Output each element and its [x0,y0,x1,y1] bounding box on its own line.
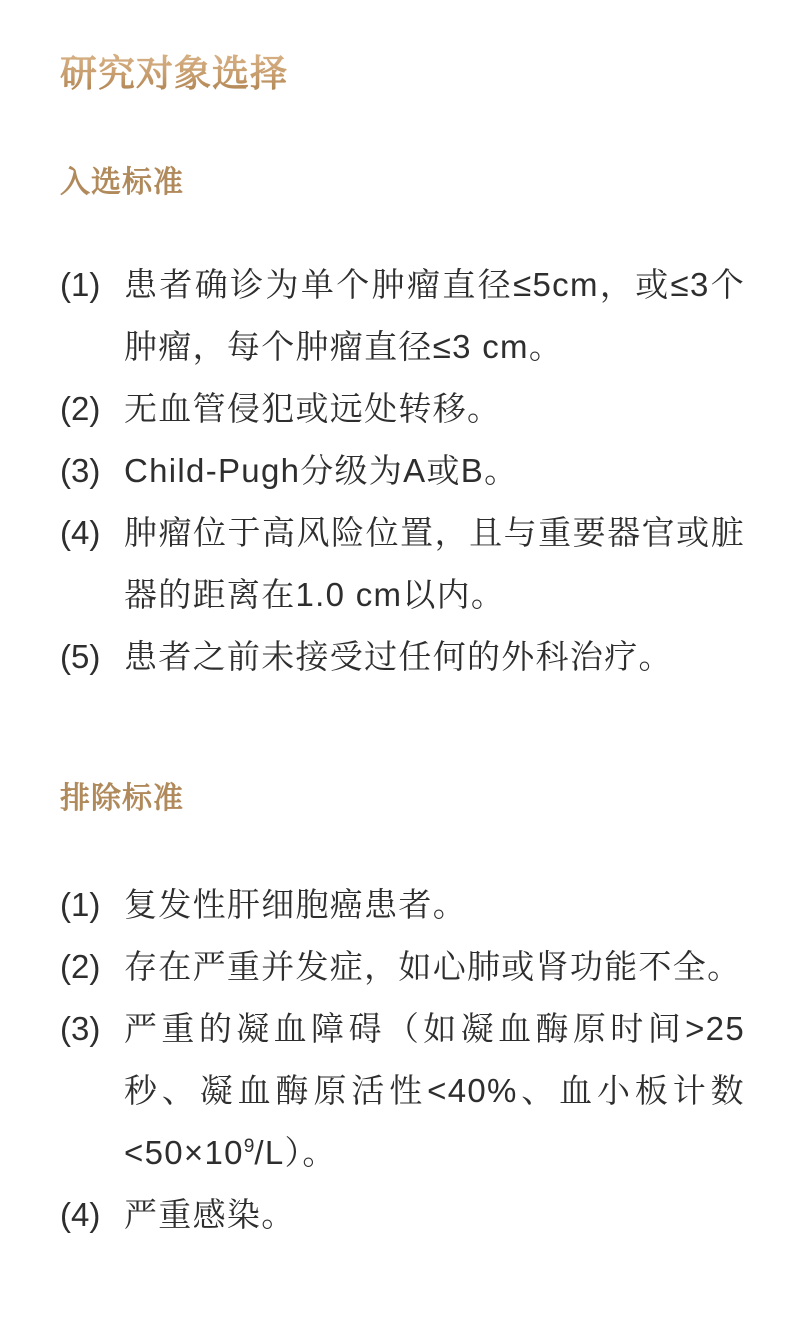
superscript-exponent: 9 [243,1136,255,1157]
list-item [60,440,745,502]
text-before-superscript: 严重的凝血障碍（如凝血酶原时间>25秒、凝血酶原活性<40%、血小板计数<50×10 [124,1010,745,1171]
list-item-number: (2) [60,390,101,427]
section-inclusion-criteria [60,164,745,688]
list-item [60,998,745,1184]
list-item [60,874,745,936]
section-exclusion-criteria [60,780,745,1246]
list-item [60,626,745,688]
list-item-number: (4) [60,1196,101,1233]
exclusion-criteria-heading: 排除标准 [60,782,184,815]
list-item-text: 无血管侵犯或远处转移。 [124,390,502,427]
list-item-number: (1) [60,266,101,303]
inclusion-criteria-heading: 入选标准 [60,166,184,199]
list-item-text: 存在严重并发症，如心肺或肾功能不全。 [124,948,742,985]
list-item [60,254,745,378]
list-item [60,502,745,626]
inclusion-criteria-list [60,254,745,688]
list-item-number: (5) [60,638,101,675]
exclusion-criteria-list [60,874,745,1246]
list-item [60,1184,745,1246]
list-item-text: 患者确诊为单个肿瘤直径≤5cm，或≤3个肿瘤，每个肿瘤直径≤3 cm。 [124,266,745,365]
list-item-number: (2) [60,948,101,985]
list-item-number: (3) [60,1010,101,1047]
list-item [60,936,745,998]
page-title: 研究对象选择 [60,52,288,98]
list-item-text: Child-Pugh分级为A或B。 [124,452,519,489]
text-after-superscript: /L）。 [254,1134,337,1171]
list-item-number: (1) [60,886,101,923]
list-item-text: 肿瘤位于高风险位置，且与重要器官或脏器的距离在1.0 cm以内。 [124,514,745,613]
list-item-number: (4) [60,514,101,551]
list-item-text: 患者之前未接受过任何的外科治疗。 [124,638,673,675]
list-item-text: 复发性肝细胞癌患者。 [124,886,467,923]
list-item-number: (3) [60,452,101,489]
list-item-text [124,998,745,1184]
list-item [60,378,745,440]
list-item-text: 严重感染。 [124,1196,296,1233]
